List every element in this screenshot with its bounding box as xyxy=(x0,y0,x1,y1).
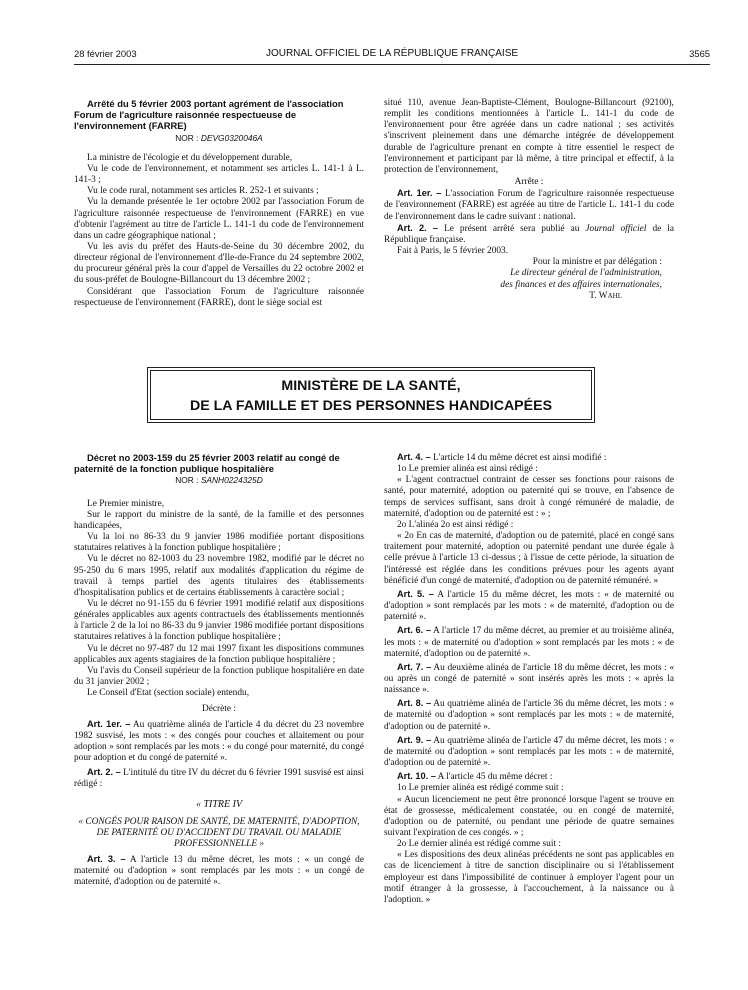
decret-article-1: Art. 1er. – Au quatrième alinéa de l'article 4 du décret du 23 novembre 1982 susvisé, les mots : « des congés pour couches et allaitement ou pour adoption » sont remplacés par les mots : « du congé pour maternité, du congé pour adoption et du congé de paternité ». xyxy=(74,718,364,763)
header-page-number: 3565 xyxy=(689,48,710,59)
decret-article-4: Art. 4. – L'article 14 du même décret est ainsi modifié : xyxy=(397,452,607,463)
decret-paragraph: Vu l'avis du Conseil supérieur de la fonction publique hospitalière en date du 31 janvier 2002 ; xyxy=(74,665,364,688)
arrete-paragraph: La ministre de l'écologie et du développement durable, xyxy=(87,152,293,163)
decret-left-column xyxy=(74,452,364,888)
header-rule xyxy=(74,64,710,65)
arrete-left-column xyxy=(74,98,364,309)
decret-article-10-item-1: 1o Le premier alinéa est rédigé comme suit : xyxy=(397,783,564,794)
arrete-paragraph: Vu le code de l'environnement, et notamment ses articles L. 141-1 à L. 141-3 ; xyxy=(74,163,364,186)
arrete-paragraph: Considérant que l'association Forum de l'agriculture raisonnée respectueuse de l'environnement (FARRE), dont le siège social est xyxy=(74,286,364,308)
decret-article-6: Art. 6. – A l'article 17 du même décret, au premier et au troisième alinéa, les mots : « de maternité ou d'adoption » sont remplacés par les mots : « de maternité, d'adoption ou de paternité ». xyxy=(384,625,674,659)
decret-article-2: Art. 2. – L'intitulé du titre IV du décret du 6 février 1991 susvisé est ainsi rédigé : xyxy=(74,767,365,790)
arrete-paragraph: Vu la demande présentée le 1er octobre 2002 par l'association Forum de l'agriculture raisonnée respectueuse de l'environnement (FARRE) en vue d'obtenir l'agrément au titre de l'article L. 141-1 du code de l'environnement dans un cadre géographique national ; xyxy=(74,197,364,241)
arrete-nor: NOR : DEVG0320046A xyxy=(175,132,263,143)
decret-paragraph: Vu le décret no 82-1003 du 23 novembre 1982, modifié par le décret no 95-250 du 6 mars 1995, relatif aux modalités d'application du régime de travail à temps partiel des agents titulaires des établissements d'hospitalisation publics et de certains établissements à caractère social ; xyxy=(74,554,364,598)
decret-article-7: Art. 7. – Au deuxième alinéa de l'article 18 du même décret, les mots : « ou après un congé de paternité » sont insérés après les mots : « après la naissance ». xyxy=(384,661,674,696)
ministry-line-2: DE LA FAMILLE ET DES PERSONNES HANDICAPÉES xyxy=(189,398,553,414)
header-date: 28 février 2003 xyxy=(74,48,137,59)
decret-title: Décret no 2003-159 du 25 février 2003 relatif au congé de paternité de la fonction publique hospitalière xyxy=(74,452,340,475)
decret-article-4-quote-1: « L'agent contractuel contraint de cesser ses fonctions pour raisons de santé, pour maternité, adoption ou paternité qui se trouve, en l'absence de temps de services suffisant, sans droit à congé rémunéré de maladie, de maternité, d'adoption ou de paternité est : » ; xyxy=(384,475,674,519)
decret-enacting-word: Décrète : xyxy=(202,704,236,715)
arrete-visas xyxy=(74,153,364,309)
decret-article-8: Art. 8. – Au quatrième alinéa de l'article 36 du même décret, les mots : « de maternité ou d'adoption » sont remplacés par les mots : « de maternité, d'adoption ou de paternité ». xyxy=(384,698,675,732)
arrete-paragraph: Vu les avis du préfet des Hauts-de-Seine du 30 décembre 2002, du directeur régional de l'environnement d'Ile-de-France du 24 septembre 2002, du procureur général près la cour d'appel de Versailles du 22 octobre 2002 et du sous-préfet de Boulogne-Billancourt du 13 décembre 2002 ; xyxy=(74,242,364,286)
decret-nor: NOR : SANH0224325D xyxy=(175,475,263,486)
decret-article-10: Art. 10. – A l'article 45 du même décret : xyxy=(397,771,553,783)
decret-paragraph: Vu le décret no 97-487 du 12 mai 1997 fixant les dispositions communes applicables aux agents stagiaires de la fonction publique hospitalière ; xyxy=(74,643,364,665)
decret-article-3: Art. 3. – A l'article 13 du même décret, les mots : « un congé de maternité ou d'adoption » sont remplacés par les mots : « un congé de maternité, d'adoption ou de paternité ». xyxy=(74,853,364,888)
ministry-heading-box xyxy=(150,370,592,420)
decret-article-5: Art. 5. – A l'article 15 du même décret, les mots : « de maternité ou d'adoption » sont remplacés par les mots : « de maternité, d'adoption ou de paternité ». xyxy=(384,588,674,623)
decret-article-4-item-1: 1o Le premier alinéa est ainsi rédigé : xyxy=(397,464,538,475)
arrete-right-column xyxy=(384,98,674,302)
decret-article-9: Art. 9. – Au quatrième alinéa de l'article 47 du même décret, les mots : « de maternité ou d'adoption » sont remplacés par les mots : « de maternité, d'adoption ou de paternité ». xyxy=(384,734,675,769)
decret-paragraph: Vu la loi no 86-33 du 9 janvier 1986 modifiée portant dispositions statutaires relatives à la fonction publique hospitalière ; xyxy=(74,532,364,554)
arrete-article-2: Art. 2. – Le présent arrêté sera publié au Journal officiel de la République française. xyxy=(384,222,675,245)
arrete-enacting-word: Arrête : xyxy=(514,177,544,188)
decret-paragraph: Le Conseil d'Etat (section sociale) entendu, xyxy=(87,688,250,699)
arrete-considerant-continuation: situé 110, avenue Jean-Baptiste-Clément, Boulogne-Billancourt (92100), remplit les conditions mentionnées à l'article L. 141-1 du code de l'environnement pour être agréée dans un cadre national ; ses activités s'inscrivent pleinement dans une démarche intégrée de développement durable de l'agriculture prenant en compte à titre essentiel le respect de l'environnement et participant par là même, à titre principal et effectif, à la protection de l'environnement, xyxy=(384,98,674,175)
signatory-name: T. Wahl xyxy=(589,290,622,301)
running-header xyxy=(74,48,710,62)
titre-iv-subtitle: « CONGÉS POUR RAISON DE SANTÉ, DE MATERNITÉ, D'ADOPTION, DE PATERNITÉ OU D'ACCIDENT DU TRAVAIL OU MALADIE PROFESSIONNELLE » xyxy=(78,816,360,850)
decret-article-10-quote-2: « Les dispositions des deux alinéas précédents ne sont pas applicables en cas de licenciement à titre de sanction disciplinaire ou si l'établissement employeur est dans l'impossibilité de continuer à employer l'agent pour un motif étranger à la grossesse, à l'accouchement, à la naissance ou à l'adoption. » xyxy=(384,850,674,905)
decret-article-10-quote-1: « Aucun licenciement ne peut être prononcé lorsque l'agent se trouve en état de grossesse, médicalement constatée, ou en congé de maternité, d'adoption ou de paternité, ou pendant une période de quatre semaines suivant l'expiration de ces congés. » ; xyxy=(384,794,674,838)
ministry-line-1: MINISTÈRE DE LA SANTÉ, xyxy=(281,378,461,394)
signature-line: des finances et des affaires internationales, xyxy=(500,279,662,290)
arrete-fait: Fait à Paris, le 5 février 2003. xyxy=(397,246,509,257)
decret-article-4-item-2: 2o L'alinéa 2o est ainsi rédigé : xyxy=(397,519,514,530)
header-journal-title: JOURNAL OFFICIEL DE LA RÉPUBLIQUE FRANÇAISE xyxy=(265,48,519,59)
signature-line: Le directeur général de l'administration, xyxy=(510,268,662,279)
decret-right-column xyxy=(384,452,674,906)
arrete-paragraph: Vu le code rural, notamment ses articles R. 252-1 et suivants ; xyxy=(87,186,319,197)
arrete-title: Arrêté du 5 février 2003 portant agrément de l'association Forum de l'agriculture raisonnée respectueuse de l'environnement (FARRE) xyxy=(74,98,344,132)
arrete-article-1: Art. 1er. – L'association Forum de l'agriculture raisonnée respectueuse de l'environnement (FARRE) est agréée au titre de l'article L. 141-1 du code de l'environnement dans le cadre suivant : national. xyxy=(384,188,674,222)
titre-iv-heading: « TITRE IV xyxy=(195,799,243,811)
decret-article-4-quote-2: « 2o En cas de maternité, d'adoption ou de paternité, placé en congé sans traitement pour maternité, adoption ou paternité pendant une durée égale à celle prévue à l'article 13 ci-dessus ; à l'issue de cette période, la situation de l'intéressé est réglée dans les conditions prévues pour les agents ayant bénéficié d'un congé de maternité, d'adoption ou de paternité rémunéré. » xyxy=(384,531,674,586)
signature-line: Pour la ministre et par délégation : xyxy=(532,257,662,268)
decret-paragraph: Le Premier ministre, xyxy=(87,498,165,509)
decret-paragraph: Vu le décret no 91-155 du 6 février 1991 modifié relatif aux dispositions générales applicables aux agents contractuels des établissements mentionnés à l'article 2 de la loi no 86-33 du 9 janvier 1986 modifiée portant dispositions statutaires relatives à la fonction publique hospitalière ; xyxy=(74,598,364,643)
decret-paragraph: Sur le rapport du ministre de la santé, de la famille et des personnes handicapées, xyxy=(74,509,364,531)
decret-article-10-item-2: 2o Le dernier alinéa est rédigé comme suit : xyxy=(397,839,561,850)
